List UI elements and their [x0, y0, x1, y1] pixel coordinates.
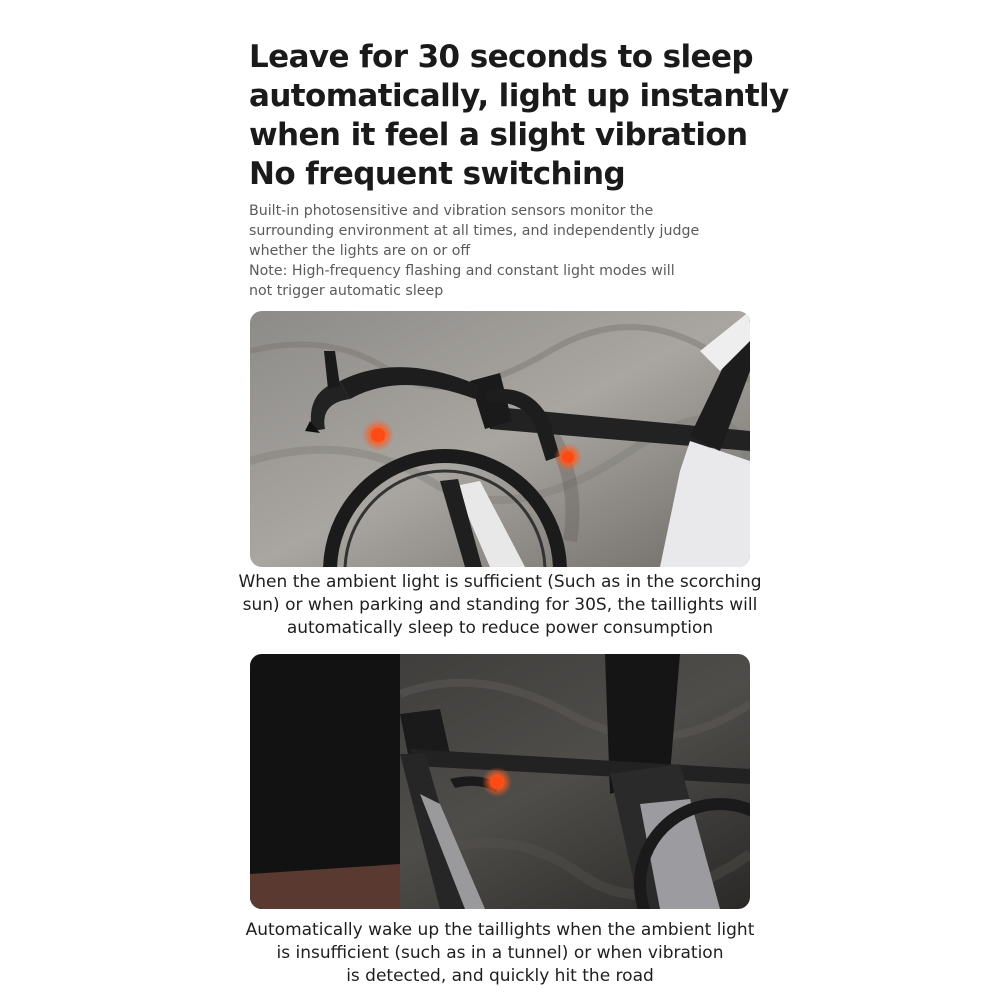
- headline-line-4: No frequent switching: [249, 156, 626, 192]
- bike-photo-daylight: [250, 311, 750, 567]
- headline: [249, 38, 869, 194]
- intro-line-3: whether the lights are on or off: [249, 243, 471, 259]
- headline-line-2: automatically, light up instantly: [249, 78, 789, 114]
- headline-line-1: Leave for 30 seconds to sleep: [249, 39, 753, 75]
- headline-line-3: when it feel a slight vibration: [249, 117, 748, 153]
- caption-daylight-line-3: automatically sleep to reduce power consumption: [286, 618, 714, 638]
- intro-note-line-2: not trigger automatic sleep: [249, 283, 444, 299]
- intro-line-2: surrounding environment at all times, and independently judge: [249, 223, 700, 239]
- intro-line-1: Built-in photosensitive and vibration sensors monitor the: [249, 203, 654, 219]
- caption-daylight: [200, 571, 800, 640]
- intro-note-line-1: Note: High-frequency flashing and constant light modes will: [249, 263, 675, 279]
- caption-tunnel-line-2: is insufficient (such as in a tunnel) or when vibration: [276, 943, 724, 963]
- caption-tunnel-line-1: Automatically wake up the taillights when the ambient light: [245, 920, 755, 940]
- intro-text: [249, 201, 769, 301]
- caption-daylight-line-1: When the ambient light is sufficient (Such as in the scorching: [238, 572, 762, 592]
- caption-tunnel: [200, 919, 800, 988]
- caption-tunnel-line-3: is detected, and quickly hit the road: [346, 966, 654, 986]
- bike-photo-tunnel: [250, 654, 750, 909]
- caption-daylight-line-2: sun) or when parking and standing for 30S, the taillights will: [242, 595, 758, 615]
